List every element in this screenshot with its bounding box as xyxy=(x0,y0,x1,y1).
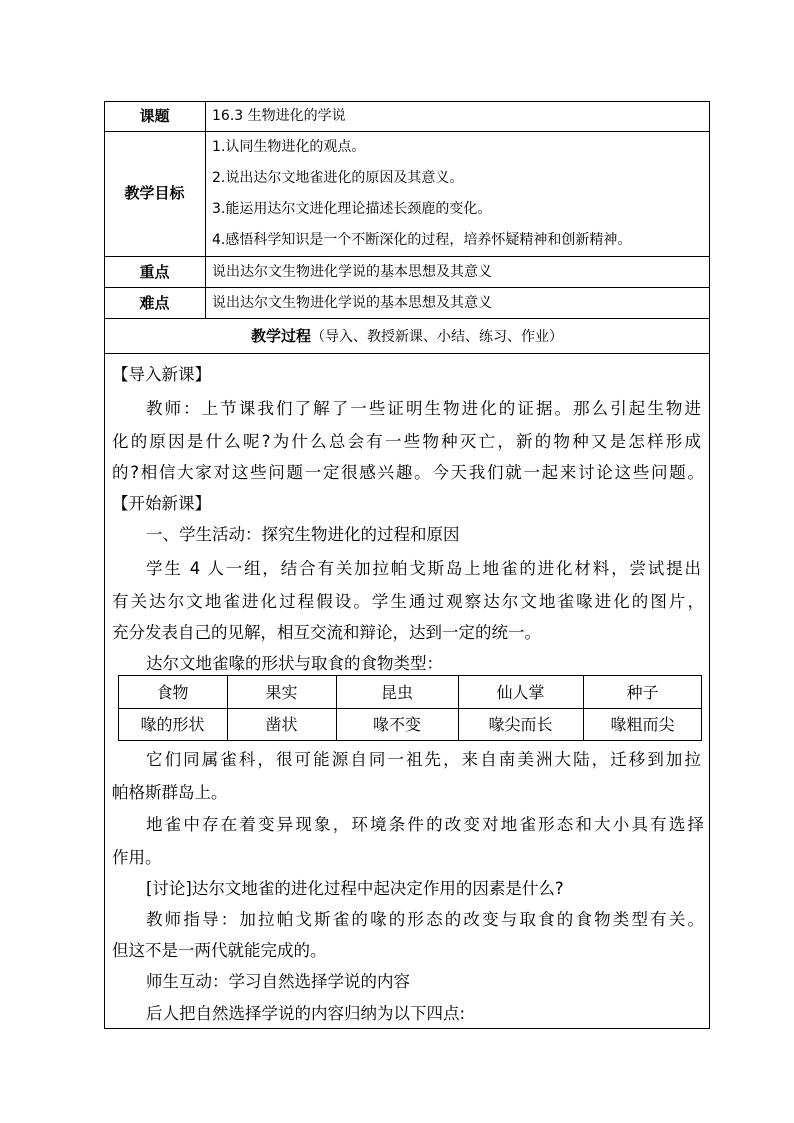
origin-line: 它们同属雀科，很可能源自同一祖先，来自南美洲大陆，迁移到加拉 xyxy=(146,750,701,769)
variation-line: 作用。 xyxy=(112,848,162,867)
beak-table-cell: 仙人掌 xyxy=(496,683,545,702)
variation-line: 地雀中存在着变异现象，环境条件的改变对地雀形态和大小具有选择 xyxy=(146,815,704,834)
interaction-line: 师生互动：学习自然选择学说的内容 xyxy=(146,972,410,991)
activity-line: 有关达尔文地雀进化过程假设。学生通过观察达尔文地雀喙进化的图片， xyxy=(112,592,704,611)
beak-table-cell: 喙的形状 xyxy=(140,715,205,734)
row-divider xyxy=(104,287,710,288)
row-divider xyxy=(104,353,710,354)
topic-value: 16.3 生物进化的学说 xyxy=(212,108,346,124)
row-divider xyxy=(104,131,710,132)
goal-item: 3.能运用达尔文进化理论描述长颈鹿的变化。 xyxy=(212,201,492,217)
beak-table-cell: 喙尖而长 xyxy=(488,715,553,734)
table-caption: 达尔文地雀喙的形状与取食的食物类型： xyxy=(146,654,443,673)
goal-item: 2.说出达尔文地雀进化的原因及其意义。 xyxy=(212,170,464,186)
beak-table-cell: 果实 xyxy=(265,683,298,702)
beak-table-cell: 昆虫 xyxy=(380,683,413,702)
goal-item: 1.认同生物进化的观点。 xyxy=(212,139,366,155)
activity-line: 学生 4 人一组，结合有关加拉帕戈斯岛上地雀的进化材料，尝试提出 xyxy=(146,559,701,578)
origin-line: 帕格斯群岛上。 xyxy=(112,783,228,802)
beak-table-cell: 种子 xyxy=(626,683,659,702)
discussion-prompt: [讨论]达尔文地雀的进化过程中起决定作用的因素是什么? xyxy=(146,879,564,898)
goals-label: 教学目标 xyxy=(124,184,185,202)
process-header-bold: 教学过程 xyxy=(250,327,311,345)
process-header xyxy=(104,326,710,347)
intro-line: 的?相信大家对这些问题一定很感兴趣。今天我们就一起来讨论这些问题。 xyxy=(112,463,704,482)
activity-title: 一、学生活动：探究生物进化的过程和原因 xyxy=(146,525,460,544)
intro-line: 教师：上节课我们了解了一些证明生物进化的证据。那么引起生物进 xyxy=(146,399,701,418)
difficulty-label: 难点 xyxy=(139,294,170,312)
difficulty-value: 说出达尔文生物进化学说的基本思想及其意义 xyxy=(212,295,492,311)
beak-table-cell: 喙粗而尖 xyxy=(610,715,675,734)
process-header-detail: （导入、教授新课、小结、练习、作业） xyxy=(311,329,563,345)
guidance-line: 教师指导：加拉帕戈斯雀的喙的形态的改变与取食的食物类型有关。 xyxy=(146,910,704,929)
beak-table-cell: 食物 xyxy=(156,683,189,702)
goal-item: 4.感悟科学知识是一个不断深化的过程，培养怀疑精神和创新精神。 xyxy=(212,232,632,248)
row-divider xyxy=(104,318,710,319)
guidance-line: 但这不是一两代就能完成的。 xyxy=(112,941,327,960)
topic-label: 课题 xyxy=(139,107,170,125)
new-lesson-heading: 【开始新课】 xyxy=(112,494,211,513)
beak-table-cell: 凿状 xyxy=(265,715,298,734)
column-divider xyxy=(205,101,206,318)
row-divider xyxy=(104,256,710,257)
beak-table-divider xyxy=(118,708,702,709)
key-point-label: 重点 xyxy=(139,263,170,281)
beak-table-cell: 喙不变 xyxy=(372,715,421,734)
key-point-value: 说出达尔文生物进化学说的基本思想及其意义 xyxy=(212,264,492,280)
activity-line: 充分发表自己的见解，相互交流和辩论，达到一定的统一。 xyxy=(112,623,541,642)
intro-line: 化的原因是什么呢?为什么总会有一些物种灭亡，新的物种又是怎样形成 xyxy=(112,432,701,451)
summary-line: 后人把自然选择学说的内容归纳为以下四点: xyxy=(146,1004,466,1023)
intro-heading: 【导入新课】 xyxy=(112,365,211,384)
